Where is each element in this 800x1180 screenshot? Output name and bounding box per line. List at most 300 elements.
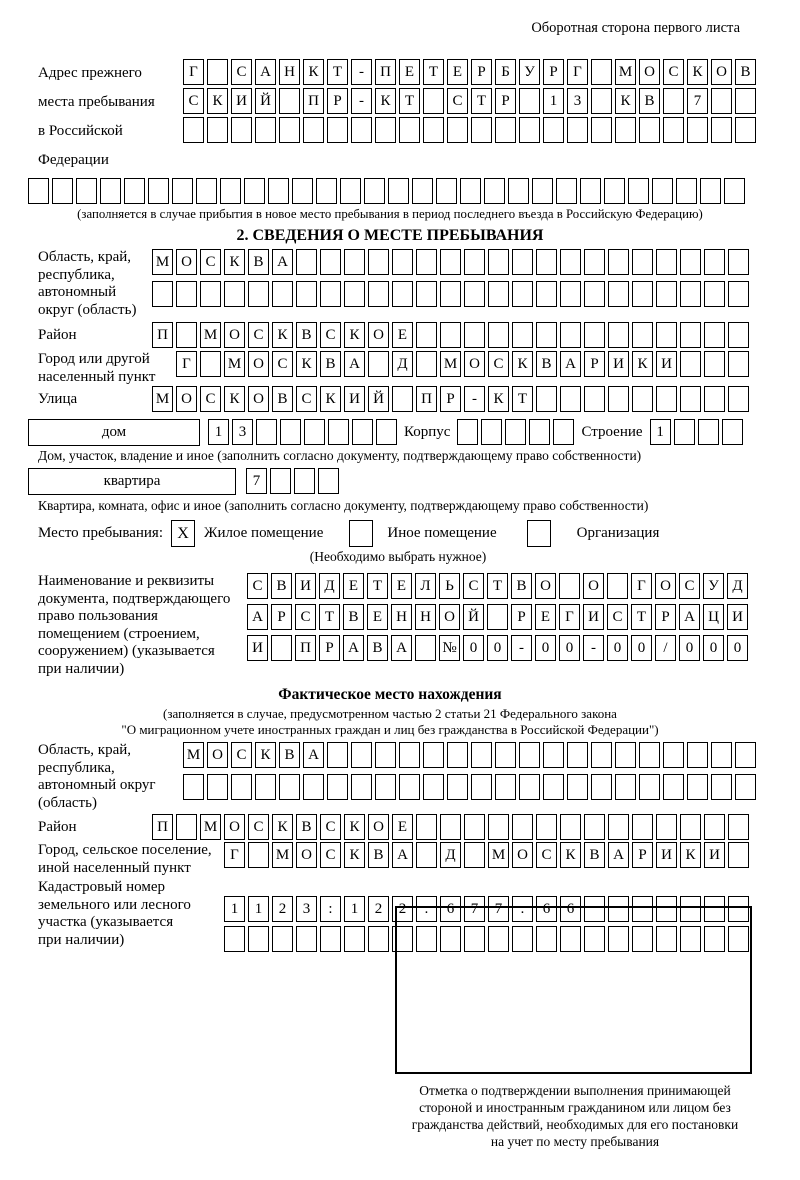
char-cell[interactable] (543, 742, 564, 768)
char-cell[interactable] (248, 926, 269, 952)
char-cell[interactable] (176, 322, 197, 348)
char-cell[interactable]: К (632, 351, 653, 377)
char-cell[interactable] (207, 774, 228, 800)
char-cell[interactable] (728, 842, 749, 868)
char-cell[interactable]: С (488, 351, 509, 377)
char-cell[interactable]: А (255, 59, 276, 85)
char-cell[interactable] (505, 419, 526, 445)
char-cell[interactable] (196, 178, 217, 204)
char-cell[interactable]: О (224, 322, 245, 348)
char-cell[interactable] (656, 322, 677, 348)
char-cell[interactable] (279, 88, 300, 114)
char-cell[interactable]: О (464, 351, 485, 377)
char-cell[interactable] (416, 814, 437, 840)
char-cell[interactable]: Й (368, 386, 389, 412)
char-cell[interactable] (416, 351, 437, 377)
char-cell[interactable] (519, 742, 540, 768)
char-cell[interactable] (368, 281, 389, 307)
char-cell[interactable]: О (439, 604, 460, 630)
char-cell[interactable]: 6 (440, 896, 461, 922)
char-cell[interactable]: К (255, 742, 276, 768)
char-cell[interactable]: К (303, 59, 324, 85)
char-cell[interactable]: И (247, 635, 268, 661)
checkbox-organizatsiya[interactable] (527, 520, 551, 547)
char-cell[interactable]: О (535, 573, 556, 599)
char-cell[interactable]: П (152, 814, 173, 840)
char-cell[interactable]: С (447, 88, 468, 114)
char-cell[interactable]: В (735, 59, 756, 85)
char-cell[interactable] (368, 249, 389, 275)
char-cell[interactable]: Р (271, 604, 292, 630)
char-cell[interactable] (388, 178, 409, 204)
char-cell[interactable]: 3 (296, 896, 317, 922)
char-cell[interactable]: С (607, 604, 628, 630)
char-cell[interactable]: М (200, 322, 221, 348)
char-cell[interactable] (608, 322, 629, 348)
char-cell[interactable] (615, 774, 636, 800)
char-cell[interactable]: О (512, 842, 533, 868)
char-cell[interactable]: Т (487, 573, 508, 599)
char-cell[interactable]: К (207, 88, 228, 114)
char-cell[interactable]: С (183, 88, 204, 114)
char-cell[interactable]: Ц (703, 604, 724, 630)
char-cell[interactable] (728, 322, 749, 348)
char-cell[interactable] (52, 178, 73, 204)
char-cell[interactable]: Д (440, 842, 461, 868)
char-cell[interactable] (244, 178, 265, 204)
char-cell[interactable] (615, 742, 636, 768)
char-cell[interactable] (680, 281, 701, 307)
char-cell[interactable] (704, 322, 725, 348)
char-cell[interactable]: А (343, 635, 364, 661)
char-cell[interactable] (663, 774, 684, 800)
char-cell[interactable]: М (488, 842, 509, 868)
char-cell[interactable] (584, 322, 605, 348)
char-cell[interactable] (328, 419, 349, 445)
char-cell[interactable] (292, 178, 313, 204)
char-cell[interactable]: С (320, 322, 341, 348)
char-cell[interactable] (512, 281, 533, 307)
char-cell[interactable] (464, 814, 485, 840)
char-cell[interactable] (303, 117, 324, 143)
char-cell[interactable] (656, 814, 677, 840)
char-cell[interactable] (327, 117, 348, 143)
char-cell[interactable] (76, 178, 97, 204)
char-cell[interactable] (704, 814, 725, 840)
char-cell[interactable]: О (207, 742, 228, 768)
char-cell[interactable]: Т (319, 604, 340, 630)
char-cell[interactable] (663, 117, 684, 143)
char-cell[interactable] (148, 178, 169, 204)
char-cell[interactable]: 7 (488, 896, 509, 922)
char-cell[interactable]: М (224, 351, 245, 377)
char-cell[interactable] (440, 814, 461, 840)
char-cell[interactable]: 2 (272, 896, 293, 922)
char-cell[interactable]: 1 (248, 896, 269, 922)
char-cell[interactable] (416, 842, 437, 868)
char-cell[interactable]: К (296, 351, 317, 377)
char-cell[interactable]: Б (495, 59, 516, 85)
char-cell[interactable]: Р (495, 88, 516, 114)
char-cell[interactable]: О (368, 814, 389, 840)
char-cell[interactable] (608, 281, 629, 307)
char-cell[interactable] (303, 774, 324, 800)
char-cell[interactable]: П (295, 635, 316, 661)
char-cell[interactable]: А (608, 842, 629, 868)
char-cell[interactable] (728, 386, 749, 412)
char-cell[interactable]: 0 (727, 635, 748, 661)
char-cell[interactable]: К (224, 386, 245, 412)
char-cell[interactable] (351, 117, 372, 143)
char-cell[interactable] (352, 419, 373, 445)
char-cell[interactable] (728, 281, 749, 307)
char-cell[interactable] (207, 59, 228, 85)
char-cell[interactable] (591, 774, 612, 800)
char-cell[interactable]: Е (367, 604, 388, 630)
char-cell[interactable]: Е (399, 59, 420, 85)
checkbox-zhiloe[interactable]: X (171, 520, 195, 547)
char-cell[interactable]: М (200, 814, 221, 840)
char-cell[interactable] (495, 117, 516, 143)
char-cell[interactable] (488, 322, 509, 348)
char-cell[interactable] (124, 178, 145, 204)
char-cell[interactable]: О (711, 59, 732, 85)
char-cell[interactable]: И (295, 573, 316, 599)
char-cell[interactable] (399, 117, 420, 143)
char-cell[interactable]: О (583, 573, 604, 599)
char-cell[interactable] (704, 351, 725, 377)
char-cell[interactable] (711, 117, 732, 143)
char-cell[interactable]: Т (471, 88, 492, 114)
char-cell[interactable] (584, 281, 605, 307)
char-cell[interactable]: Д (319, 573, 340, 599)
char-cell[interactable] (376, 419, 397, 445)
char-cell[interactable]: А (344, 351, 365, 377)
char-cell[interactable]: В (367, 635, 388, 661)
char-cell[interactable]: В (271, 573, 292, 599)
char-cell[interactable] (488, 814, 509, 840)
char-cell[interactable]: Т (399, 88, 420, 114)
char-cell[interactable] (484, 178, 505, 204)
char-cell[interactable]: Е (392, 814, 413, 840)
char-cell[interactable] (656, 249, 677, 275)
char-cell[interactable] (412, 178, 433, 204)
char-cell[interactable] (447, 742, 468, 768)
char-cell[interactable] (687, 742, 708, 768)
char-cell[interactable]: О (655, 573, 676, 599)
char-cell[interactable]: С (200, 249, 221, 275)
char-cell[interactable]: И (608, 351, 629, 377)
char-cell[interactable]: Р (327, 88, 348, 114)
char-cell[interactable]: 3 (567, 88, 588, 114)
char-cell[interactable]: А (392, 842, 413, 868)
char-cell[interactable]: 0 (559, 635, 580, 661)
char-cell[interactable] (176, 814, 197, 840)
char-cell[interactable]: С (463, 573, 484, 599)
char-cell[interactable] (604, 178, 625, 204)
char-cell[interactable] (735, 117, 756, 143)
char-cell[interactable] (392, 249, 413, 275)
char-cell[interactable] (680, 386, 701, 412)
char-cell[interactable]: А (679, 604, 700, 630)
char-cell[interactable]: А (391, 635, 412, 661)
char-cell[interactable]: 0 (535, 635, 556, 661)
char-cell[interactable]: 1 (344, 896, 365, 922)
char-cell[interactable] (392, 281, 413, 307)
dom-type-box[interactable] (28, 419, 200, 446)
char-cell[interactable]: К (344, 842, 365, 868)
char-cell[interactable] (543, 774, 564, 800)
char-cell[interactable]: - (351, 59, 372, 85)
char-cell[interactable]: Н (415, 604, 436, 630)
char-cell[interactable] (351, 742, 372, 768)
char-cell[interactable]: С (231, 742, 252, 768)
char-cell[interactable]: А (272, 249, 293, 275)
char-cell[interactable]: А (247, 604, 268, 630)
char-cell[interactable]: Т (327, 59, 348, 85)
char-cell[interactable] (399, 774, 420, 800)
char-cell[interactable] (652, 178, 673, 204)
char-cell[interactable]: В (511, 573, 532, 599)
char-cell[interactable]: И (583, 604, 604, 630)
char-cell[interactable]: Т (631, 604, 652, 630)
char-cell[interactable] (735, 742, 756, 768)
char-cell[interactable]: 0 (487, 635, 508, 661)
char-cell[interactable]: К (560, 842, 581, 868)
char-cell[interactable]: Г (559, 604, 580, 630)
char-cell[interactable] (304, 419, 325, 445)
char-cell[interactable] (364, 178, 385, 204)
char-cell[interactable]: Р (543, 59, 564, 85)
char-cell[interactable]: Й (255, 88, 276, 114)
char-cell[interactable]: 7 (246, 468, 267, 494)
char-cell[interactable] (375, 742, 396, 768)
char-cell[interactable] (698, 419, 719, 445)
char-cell[interactable] (183, 774, 204, 800)
char-cell[interactable] (399, 742, 420, 768)
char-cell[interactable]: В (272, 386, 293, 412)
char-cell[interactable]: 6 (560, 896, 581, 922)
char-cell[interactable] (711, 774, 732, 800)
char-cell[interactable] (680, 249, 701, 275)
char-cell[interactable] (676, 178, 697, 204)
char-cell[interactable] (536, 281, 557, 307)
char-cell[interactable]: Г (224, 842, 245, 868)
char-cell[interactable] (632, 814, 653, 840)
char-cell[interactable] (416, 281, 437, 307)
char-cell[interactable] (663, 88, 684, 114)
char-cell[interactable]: 0 (607, 635, 628, 661)
char-cell[interactable] (512, 249, 533, 275)
char-cell[interactable]: П (303, 88, 324, 114)
char-cell[interactable]: У (703, 573, 724, 599)
char-cell[interactable] (416, 322, 437, 348)
char-cell[interactable]: К (375, 88, 396, 114)
char-cell[interactable] (368, 351, 389, 377)
char-cell[interactable]: В (279, 742, 300, 768)
char-cell[interactable] (656, 281, 677, 307)
char-cell[interactable]: С (248, 814, 269, 840)
char-cell[interactable] (248, 281, 269, 307)
char-cell[interactable]: С (320, 842, 341, 868)
char-cell[interactable] (436, 178, 457, 204)
char-cell[interactable] (447, 117, 468, 143)
char-cell[interactable]: 3 (232, 419, 253, 445)
char-cell[interactable] (488, 281, 509, 307)
char-cell[interactable] (464, 842, 485, 868)
char-cell[interactable]: С (231, 59, 252, 85)
char-cell[interactable]: № (439, 635, 460, 661)
kvartira-type-box[interactable] (28, 468, 236, 495)
char-cell[interactable] (512, 322, 533, 348)
char-cell[interactable] (423, 88, 444, 114)
char-cell[interactable] (628, 178, 649, 204)
checkbox-inoe[interactable] (349, 520, 373, 547)
char-cell[interactable]: А (303, 742, 324, 768)
char-cell[interactable]: У (519, 59, 540, 85)
char-cell[interactable] (532, 178, 553, 204)
char-cell[interactable]: Е (535, 604, 556, 630)
char-cell[interactable]: 2 (392, 896, 413, 922)
char-cell[interactable]: Г (631, 573, 652, 599)
char-cell[interactable] (327, 742, 348, 768)
char-cell[interactable]: Е (447, 59, 468, 85)
char-cell[interactable]: К (344, 814, 365, 840)
char-cell[interactable]: М (152, 386, 173, 412)
char-cell[interactable]: Д (392, 351, 413, 377)
char-cell[interactable] (608, 249, 629, 275)
char-cell[interactable] (656, 386, 677, 412)
char-cell[interactable] (632, 249, 653, 275)
char-cell[interactable]: К (488, 386, 509, 412)
char-cell[interactable] (680, 814, 701, 840)
char-cell[interactable]: П (152, 322, 173, 348)
char-cell[interactable]: О (248, 386, 269, 412)
char-cell[interactable] (553, 419, 574, 445)
char-cell[interactable]: С (248, 322, 269, 348)
char-cell[interactable] (519, 88, 540, 114)
char-cell[interactable] (519, 774, 540, 800)
char-cell[interactable] (674, 419, 695, 445)
char-cell[interactable] (375, 774, 396, 800)
char-cell[interactable] (416, 249, 437, 275)
char-cell[interactable] (415, 635, 436, 661)
char-cell[interactable] (224, 926, 245, 952)
char-cell[interactable] (340, 178, 361, 204)
char-cell[interactable]: Й (463, 604, 484, 630)
char-cell[interactable] (471, 117, 492, 143)
char-cell[interactable] (704, 386, 725, 412)
char-cell[interactable] (481, 419, 502, 445)
char-cell[interactable]: Е (392, 322, 413, 348)
char-cell[interactable] (200, 351, 221, 377)
char-cell[interactable]: 1 (224, 896, 245, 922)
char-cell[interactable] (663, 742, 684, 768)
char-cell[interactable]: Н (391, 604, 412, 630)
char-cell[interactable] (591, 88, 612, 114)
char-cell[interactable] (567, 742, 588, 768)
char-cell[interactable] (608, 386, 629, 412)
char-cell[interactable] (440, 249, 461, 275)
char-cell[interactable] (255, 774, 276, 800)
char-cell[interactable] (279, 117, 300, 143)
char-cell[interactable] (639, 742, 660, 768)
char-cell[interactable] (440, 322, 461, 348)
char-cell[interactable] (296, 281, 317, 307)
char-cell[interactable]: Р (319, 635, 340, 661)
char-cell[interactable] (272, 281, 293, 307)
char-cell[interactable] (327, 774, 348, 800)
char-cell[interactable] (560, 249, 581, 275)
char-cell[interactable]: С (200, 386, 221, 412)
char-cell[interactable]: 0 (631, 635, 652, 661)
char-cell[interactable] (296, 926, 317, 952)
char-cell[interactable]: Т (512, 386, 533, 412)
char-cell[interactable] (280, 419, 301, 445)
char-cell[interactable] (536, 322, 557, 348)
char-cell[interactable] (447, 774, 468, 800)
char-cell[interactable] (271, 635, 292, 661)
char-cell[interactable] (519, 117, 540, 143)
char-cell[interactable] (471, 774, 492, 800)
char-cell[interactable]: И (727, 604, 748, 630)
char-cell[interactable] (536, 814, 557, 840)
char-cell[interactable]: К (272, 814, 293, 840)
char-cell[interactable]: : (320, 896, 341, 922)
char-cell[interactable]: В (368, 842, 389, 868)
char-cell[interactable] (704, 249, 725, 275)
char-cell[interactable] (460, 178, 481, 204)
char-cell[interactable] (268, 178, 289, 204)
char-cell[interactable]: С (536, 842, 557, 868)
char-cell[interactable]: С (320, 814, 341, 840)
char-cell[interactable] (344, 281, 365, 307)
char-cell[interactable] (231, 774, 252, 800)
char-cell[interactable] (351, 774, 372, 800)
char-cell[interactable]: 0 (679, 635, 700, 661)
char-cell[interactable] (680, 351, 701, 377)
char-cell[interactable] (632, 322, 653, 348)
char-cell[interactable]: К (687, 59, 708, 85)
char-cell[interactable] (567, 117, 588, 143)
char-cell[interactable]: 0 (463, 635, 484, 661)
char-cell[interactable] (711, 742, 732, 768)
char-cell[interactable] (488, 249, 509, 275)
char-cell[interactable]: О (176, 386, 197, 412)
char-cell[interactable] (224, 281, 245, 307)
char-cell[interactable] (220, 178, 241, 204)
char-cell[interactable] (200, 281, 221, 307)
char-cell[interactable] (495, 742, 516, 768)
char-cell[interactable]: 6 (536, 896, 557, 922)
char-cell[interactable]: К (224, 249, 245, 275)
char-cell[interactable]: - (351, 88, 372, 114)
char-cell[interactable]: С (247, 573, 268, 599)
char-cell[interactable] (423, 117, 444, 143)
char-cell[interactable] (584, 814, 605, 840)
char-cell[interactable] (607, 573, 628, 599)
char-cell[interactable] (320, 249, 341, 275)
char-cell[interactable]: В (296, 322, 317, 348)
char-cell[interactable] (639, 117, 660, 143)
char-cell[interactable] (508, 178, 529, 204)
char-cell[interactable]: О (224, 814, 245, 840)
char-cell[interactable]: М (183, 742, 204, 768)
char-cell[interactable]: - (464, 386, 485, 412)
char-cell[interactable] (536, 249, 557, 275)
char-cell[interactable]: П (375, 59, 396, 85)
char-cell[interactable] (423, 774, 444, 800)
